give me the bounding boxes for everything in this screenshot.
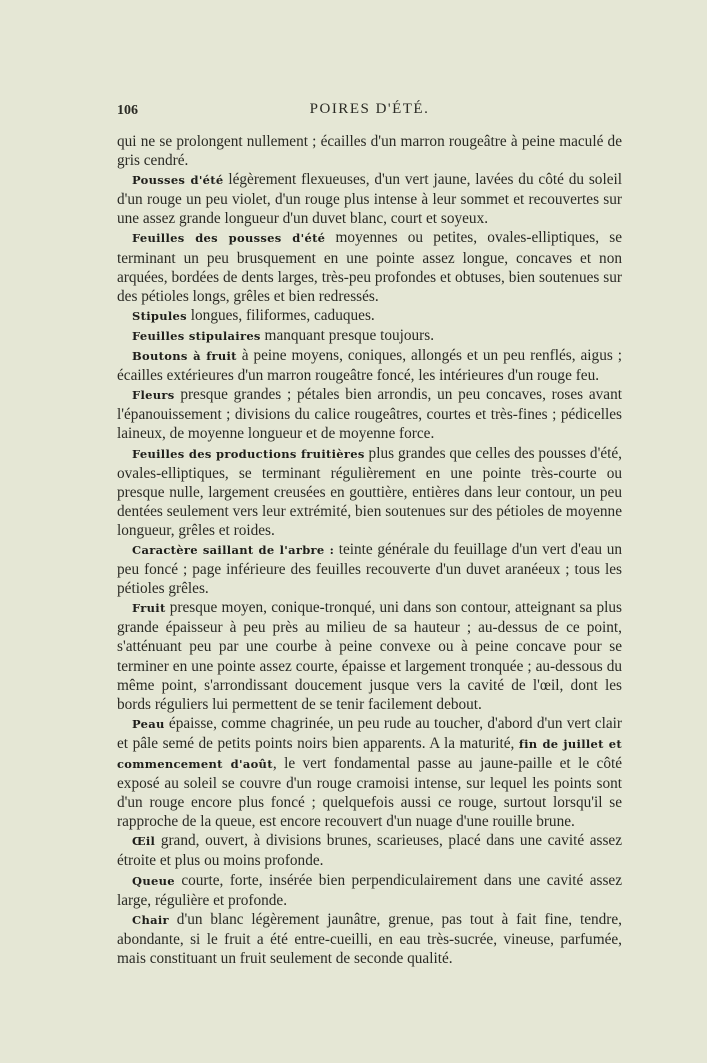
paragraph-text: teinte générale du feuillage d'un vert d'eau un peu foncé ; page inférieure des feuilles recouverte d'un duvet aranéeux ; tous les pétioles grêles. xyxy=(117,540,622,598)
running-title: POIRES D'ÉTÉ. xyxy=(309,101,430,117)
paragraph-text: grand, ouvert, à divisions brunes, scarieuses, placé dans une cavité assez étroite et plus ou moins profonde. xyxy=(117,832,622,870)
paragraph-lead: Œil xyxy=(132,834,156,849)
paragraph-feuilles-pousses xyxy=(117,228,622,305)
paragraph-peau xyxy=(117,714,622,832)
paragraph-text: d'un blanc légèrement jaunâtre, grenue, pas tout à fait fine, tendre, abondante, si le fruit a été entre-cueilli, en eau très-sucrée, vineuse, parfumée, mais constituant un fruit seulement de seconde qualité. xyxy=(117,910,622,967)
paragraph-text: plus grandes que celles des pousses d'été, ovales-elliptiques, se terminant régulièrement en une pointe très-courte ou presque nulle, largement creusées en gouttière, entières dans leur contour, un peu dentées seulement vers leur extrémité, bien soutenues sur des pétioles de moyenne longueur, grêles et roides. xyxy=(117,444,622,539)
paragraph-lead: Feuilles des productions fruitières xyxy=(132,446,365,461)
paragraph-fleurs xyxy=(117,385,622,443)
page-body xyxy=(117,132,622,968)
paragraph-chair xyxy=(117,910,622,968)
paragraph-text: , le vert fondamental passe au jaune-paille et le côté exposé au soleil se couvre d'un rouge cramoisi intense, sur lequel les points sont d'un rouge encore plus foncé ; quelquefois aussi ce rouge, surtout lorsqu'il se rapproche de la queue, est encore recouvert d'un nuage d'une rouille brune. xyxy=(117,755,623,831)
paragraph-caractere xyxy=(117,540,622,598)
paragraph-text: moyennes ou petites, ovales-elliptiques, se terminant un peu brusquement en une pointe assez longue, concaves et non arquées, bordées de dents larges, très-peu profondes et obtuses, bien soutenues sur des pétioles longs, grêles et bien redressés. xyxy=(117,229,622,305)
paragraph-text: courte, forte, insérée bien perpendiculairement dans une cavité assez large, régulière et profonde. xyxy=(117,871,622,909)
paragraph-text: presque grandes ; pétales bien arrondis, un peu concaves, roses avant l'épanouissement ; divisions du calice rougeâtres, courtes et très-fines ; pédicelles laineux, de moyenne longueur et de moyenne force. xyxy=(117,386,622,443)
paragraph-pousses xyxy=(117,170,622,228)
paragraph-text: longues, filiformes, caduques. xyxy=(186,306,375,324)
paragraph-text: qui ne se prolongent nullement ; écailles d'un marron rougeâtre à peine maculé de gris cendré. xyxy=(117,133,622,170)
maturity-date-emphasis: fin de juillet et commencement d'août xyxy=(117,736,623,771)
page-number: 106 xyxy=(117,103,138,118)
paragraph-continuation xyxy=(117,132,622,170)
paragraph-feuilles-productions xyxy=(117,444,622,540)
paragraph-lead: Feuilles des pousses d'été xyxy=(132,231,326,246)
paragraph-lead: Stipules xyxy=(132,308,187,323)
paragraph-feuilles-stipulaires xyxy=(117,326,622,346)
paragraph-stipules xyxy=(117,306,622,326)
paragraph-lead: Fruit xyxy=(132,601,166,616)
paragraph-lead: Pousses d'été xyxy=(132,173,224,188)
paragraph-lead: Fleurs xyxy=(132,388,175,403)
paragraph-queue xyxy=(117,871,622,910)
paragraph-lead: Peau xyxy=(132,716,165,731)
paragraph-lead: Caractère saillant de l'arbre : xyxy=(132,542,335,557)
paragraph-lead: Chair xyxy=(132,912,169,927)
page-header xyxy=(117,101,622,121)
paragraph-text: épaisse, comme chagrinée, un peu rude au toucher, d'abord d'un vert clair et pâle semé de petits points noirs bien apparents. A la maturité, xyxy=(117,714,622,752)
paragraph-lead: Boutons à fruit xyxy=(132,349,237,364)
paragraph-fruit xyxy=(117,598,622,714)
paragraph-text: manquant presque toujours. xyxy=(260,326,435,344)
paragraph-boutons xyxy=(117,346,622,385)
paragraph-oeil xyxy=(117,831,622,870)
paragraph-text: légèrement flexueuses, d'un vert jaune, lavées du côté du soleil d'un rouge un peu violet, d'un rouge plus intense à leur sommet et recouvertes sur une assez grande longueur d'un duvet blanc, court et soyeux. xyxy=(117,171,622,228)
paragraph-text: à peine moyens, coniques, allongés et un peu renflés, aigus ; écailles extérieures d'un marron rougeâtre foncé, les intérieures d'un rouge feu. xyxy=(117,347,622,385)
paragraph-text: presque moyen, conique-tronqué, uni dans son contour, atteignant sa plus grande épaisseur à peu près au milieu de sa hauteur ; au-dessus de ce point, s'atténuant peu par une courbe à peine convexe ou à peine concave pour se terminer en une pointe assez courte, épaisse et largement tronquée ; au-dessous du même point, s'arrondissant doucement jusque vers la cavité de l'œil, dont les bords réguliers lui permettent de se tenir facilement debout. xyxy=(117,599,622,713)
paragraph-lead: Queue xyxy=(132,873,175,888)
paragraph-lead: Feuilles stipulaires xyxy=(132,328,261,343)
